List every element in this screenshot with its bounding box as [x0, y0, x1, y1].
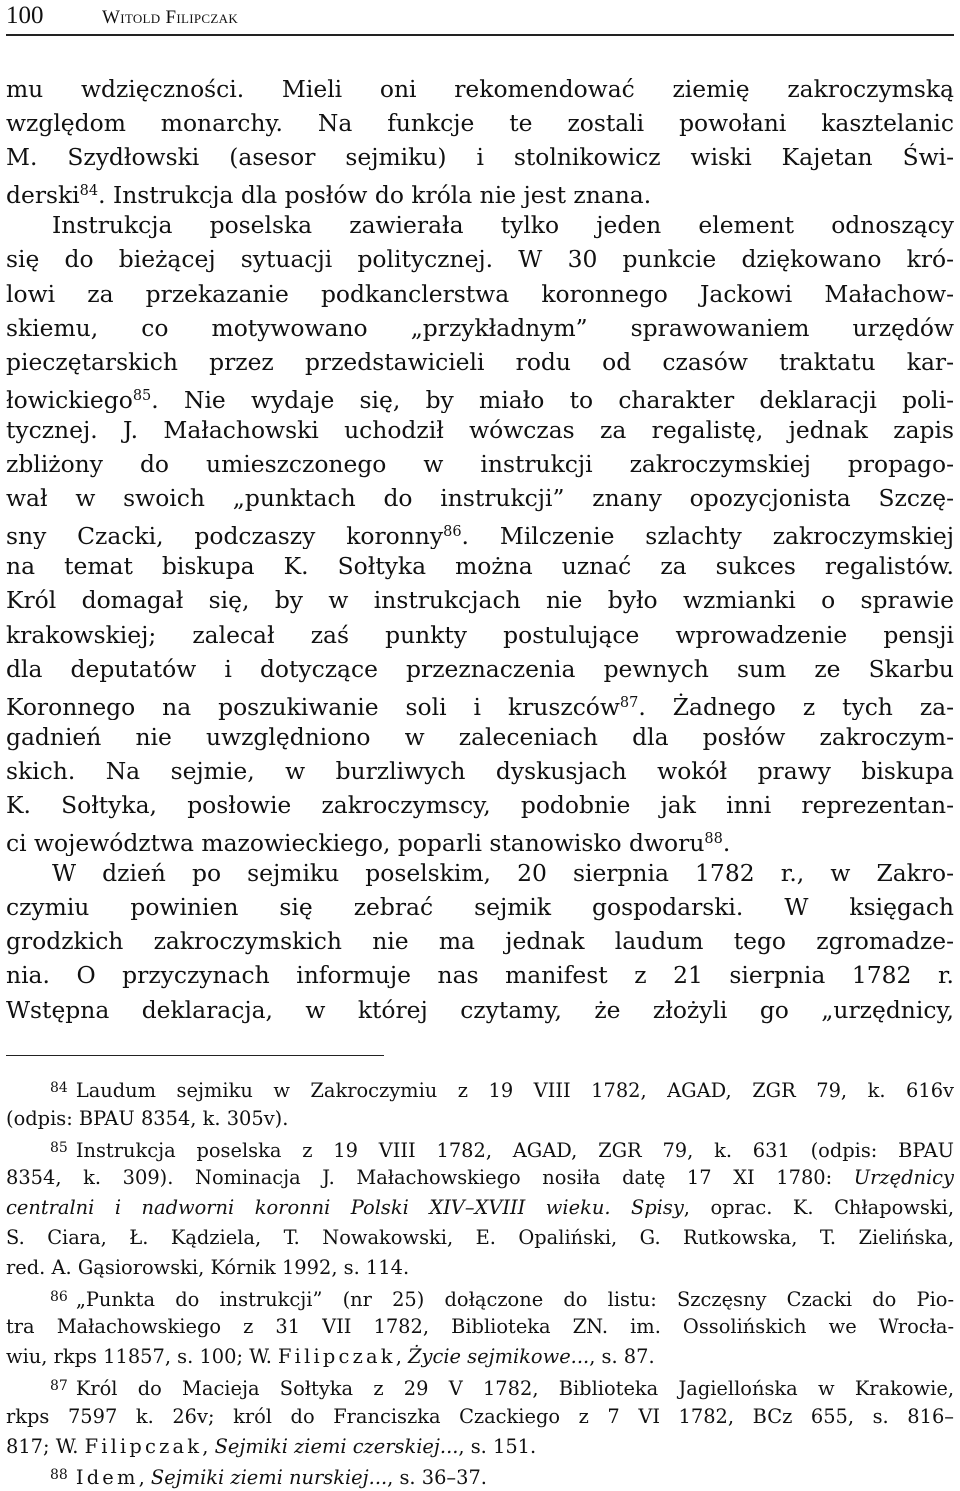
footnote-84 [6, 1074, 954, 1104]
footnote-text: Instrukcja poselska z 19 VIII 1782, AGAD, ZGR 79, k. 631 (odpis: BPAU [75, 1138, 954, 1162]
text-line: na temat biskupa K. Sołtyka można uznać za sukces regalistów. [6, 552, 954, 581]
text-line: lowi za przekazanie podkanclerstwa koronnego Jackowi Małachow- [6, 279, 954, 308]
text-line: wał w swoich „punktach do instrukcji” znany opozycjonista Szczę- [6, 484, 954, 513]
footnote-line: rkps 7597 k. 26v; król do Franciszka Czackiego z 7 VI 1782, BCz 655, s. 816– [6, 1404, 954, 1428]
footnote-text: , s. 151. [458, 1434, 537, 1458]
text-run: . Nie wydaje się, by miało to charakter deklaracji poli- [151, 385, 954, 413]
footnote-line [6, 1342, 954, 1372]
text-line: zbliżony do umieszczonego w instrukcji zakroczymskiej propago- [6, 450, 954, 479]
text-line: dla deputatów i dotyczące przeznaczenia pewnych sum ze Skarbu [6, 654, 954, 683]
text-line: M. Szydłowski (asesor sejmiku) i stolnikowicz wiski Kajetan Świ- [6, 143, 954, 172]
book-title: Urzędnicy [853, 1166, 954, 1190]
footnote-86 [6, 1283, 954, 1313]
footnote-number: 87 [50, 1377, 68, 1394]
book-title: Sejmiki ziemi czerskiej... [214, 1434, 459, 1458]
text-run: łowickiego [6, 385, 133, 413]
footnote-text: , [395, 1345, 409, 1369]
footnote-text: , [202, 1434, 215, 1458]
footnotes [6, 1074, 954, 1491]
footnote-ref-84[interactable]: 84 [79, 183, 99, 200]
main-text [6, 72, 954, 1027]
text-line: skich. Na sejmie, w burzliwych dyskusjach wokół prawy biskupa [6, 756, 954, 785]
book-title: centralni i nadworni koronni Polski XIV–XVIII wieku. Spisy [6, 1196, 684, 1220]
footnote-text: Laudum sejmiku w Zakroczymiu z 19 VIII 1782, AGAD, ZGR 79, k. 616v [75, 1079, 954, 1102]
text-line: K. Sołtyka, posłowie zakroczymscy, podobnie jak inni reprezentan- [6, 790, 954, 819]
text-line: Wstępna deklaracja, w której czytamy, że złożyli go „urzędnicy, [6, 995, 954, 1024]
footnote-text: , s. 36–37. [387, 1466, 487, 1490]
footnote-ref-86[interactable]: 86 [443, 524, 462, 541]
footnote-line: red. A. Gąsiorowski, Kórnik 1992, s. 114. [6, 1255, 410, 1279]
text-line: W dzień po sejmiku poselskim, 20 sierpnia 1782 r., w Zakro- [52, 859, 954, 888]
text-run: derski [6, 181, 80, 209]
footnote-text: wiu, rkps 11857, s. 100; W. [6, 1345, 279, 1369]
footnote-88 [6, 1461, 954, 1491]
author-name: Idem [75, 1466, 139, 1490]
footnote-text: , [138, 1466, 151, 1490]
book-title: Życie sejmikowe... [408, 1345, 590, 1369]
text-line: nia. O przyczynach informuje nas manifest z 21 sierpnia 1782 r. [6, 961, 954, 990]
text-line: mu wdzięczności. Mieli oni rekomendować ziemię zakroczymską [6, 75, 954, 103]
text-line: czymiu powinien się zebrać sejmik gospodarski. W księgach [6, 893, 954, 922]
footnote-line [6, 1163, 954, 1193]
footnote-text: Król do Macieja Sołtyka z 29 V 1782, Biblioteka Jagiellońska w Krakowie, [75, 1376, 954, 1400]
footnote-line [6, 1432, 954, 1462]
text-run: . Instrukcja dla posłów do króla nie jest znana. [98, 181, 652, 209]
text-run: . Milczenie szlachty zakroczymskiej [461, 522, 954, 550]
text-line: tycznej. J. Małachowski uchodził wówczas za regalistę, jednak zapis [6, 415, 954, 444]
footnote-line: (odpis: BPAU 8354, k. 305v). [6, 1106, 289, 1130]
footnote-ref-88[interactable]: 88 [704, 831, 723, 848]
footnote-separator [6, 1055, 384, 1056]
text-line: krakowskiej; zalecał zaś punkty postulujące wprowadzenie pensji [6, 620, 954, 649]
footnote-ref-85[interactable]: 85 [132, 387, 152, 404]
footnote-number: 86 [50, 1288, 68, 1305]
text-line: gadnień nie uwzględniono w zaleceniach dla posłów zakroczym- [6, 722, 954, 751]
footnote-number: 88 [50, 1467, 68, 1484]
text-run: Koronnego na poszukiwanie soli i kruszców [6, 692, 620, 720]
text-run: ci województwa mazowieckiego, poparli stanowisko dworu [6, 829, 705, 857]
text-line [6, 174, 954, 208]
text-line [6, 515, 954, 549]
text-run: . Żadnego z tych za- [638, 692, 954, 720]
text-line: względom monarchy. Na funkcje te zostali powołani kasztelanic [6, 109, 954, 138]
page-number: 100 [6, 2, 44, 29]
text-line [6, 686, 954, 720]
book-title: Sejmiki ziemi nurskiej... [150, 1466, 388, 1490]
running-head [6, 0, 954, 36]
text-line: Instrukcja poselska zawierała tylko jeden element odnoszący [52, 211, 954, 240]
text-line: się do bieżącej sytuacji politycznej. W 30 punkcie dziękowano kró- [6, 245, 954, 274]
text-line: grodzkich zakroczymskich nie ma jednak laudum tego zgromadze- [6, 927, 954, 956]
footnote-text: , oprac. K. Chłapowski, [683, 1196, 954, 1220]
footnote-number: 84 [50, 1080, 68, 1096]
header-author: Witold Filipczak [102, 7, 239, 28]
footnote-line: S. Ciara, Ł. Kądziela, T. Nowakowski, E. Opaliński, G. Rutkowska, T. Zielińska, [6, 1225, 954, 1249]
footnote-line: tra Małachowskiego z 31 VII 1782, Biblioteka ZN. im. Ossolińskich we Wrocła- [6, 1315, 954, 1339]
footnote-number: 85 [50, 1139, 68, 1156]
footnote-87 [6, 1372, 954, 1402]
footnote-text: „Punkta do instrukcji” (nr 25) dołączone do listu: Szczęsny Czacki do Pio- [75, 1287, 954, 1311]
footnote-ref-87[interactable]: 87 [619, 694, 639, 711]
text-line [6, 379, 954, 413]
author-name: Filipczak [84, 1434, 203, 1458]
footnote-text: , s. 87. [589, 1345, 655, 1369]
footnote-text: 817; W. [6, 1434, 85, 1458]
footnote-85 [6, 1134, 954, 1164]
text-line: Król domagał się, by w instrukcjach nie było wzmianki o sprawie [6, 586, 954, 615]
footnote-line [6, 1193, 954, 1223]
author-name: Filipczak [278, 1345, 396, 1369]
text-line [6, 822, 954, 856]
text-line: skiemu, co motywowano „przykładnym” sprawowaniem urzędów [6, 313, 954, 342]
text-run: sny Czacki, podczaszy koronny [6, 522, 444, 550]
text-run: . [722, 829, 731, 857]
text-line: pieczętarskich przez przedstawicieli rodu od czasów traktatu kar- [6, 347, 954, 376]
footnote-text: 8354, k. 309). Nominacja J. Małachowskiego nosiła datę 17 XI 1780: [6, 1166, 854, 1190]
